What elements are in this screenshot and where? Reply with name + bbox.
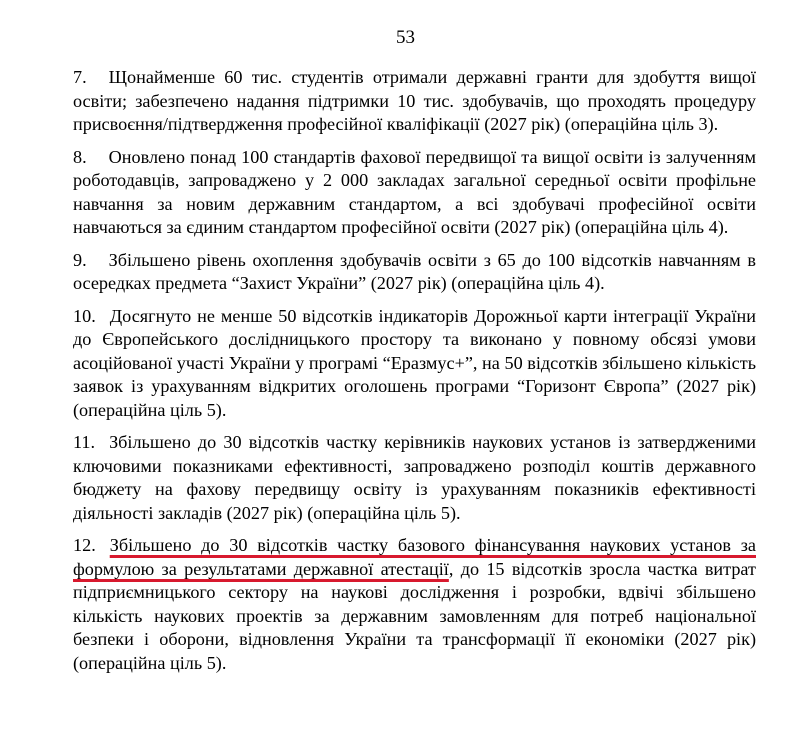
item-number: 9. — [73, 249, 87, 270]
item-text: Досягнуто не менше 50 відсотків індикаторів Дорожньої карти інтеграції України до Європейського дослідницького простору та виконано у повному обсязі умови асоційованої участі України у програмі “Еразмус+”, на 50 відсотків збільшено кількість заявок із урахуванням відкритих оголошень програми “Горизонт Європа” (2027 рік) (операційна ціль 5). — [73, 305, 756, 420]
document-body — [73, 66, 756, 684]
list-item-10 — [73, 305, 756, 423]
item-text: Збільшено рівень охоплення здобувачів освіти з 65 до 100 відсотків навчанням в осередках предмета “Захист України” (2027 рік) (операційна ціль 4). — [73, 249, 756, 293]
item-text: Щонайменше 60 тис. студентів отримали державні гранти для здобуття вищої освіти; забезпечено надання підтримки 10 тис. здобувачів, що проходять процедуру присвоєння/підтвердження професійної кваліфікації (2027 рік) (операційна ціль 3). — [73, 67, 756, 134]
item-text: Збільшено до 30 відсотків частку керівників наукових установ із затвердженими ключовими показниками ефективності, запроваджено розподіл коштів державного бюджету на фахову передвищу освіту із урахуванням показників ефективності діяльності закладів (2027 рік) (операційна ціль 5). — [73, 432, 756, 523]
item-number: 7. — [73, 67, 87, 87]
page-number: 53 — [396, 27, 415, 48]
list-item-7 — [73, 66, 756, 137]
item-number: 10. — [73, 305, 96, 326]
list-item-8 — [73, 146, 756, 240]
list-item-9 — [73, 249, 756, 296]
item-text: , до 15 відсотків зросла частка витрат підприємницького сектору на наукові дослідження і розробки, вдвічі збільшено кількість наукових проектів за державним замовленням для потреб національної безпеки і оборони, відновлення України та трансформації її економіки (2027 рік) (операційна ціль 5). — [73, 558, 756, 673]
highlighted-text: Збільшено до 30 відсотків частку базового фінансування наукових установ за формулою за результатами державної атестації — [73, 535, 756, 579]
item-number: 12. — [73, 535, 96, 555]
item-number: 8. — [73, 146, 87, 167]
list-item-11 — [73, 431, 756, 525]
item-number: 11. — [73, 432, 96, 452]
list-item-12 — [73, 534, 756, 675]
item-text: Оновлено понад 100 стандартів фахової передвищої та вищої освіти із залученням роботодавців, запроваджено у 2 000 закладах загальної середньої освіти профільне навчання за новим державним стандартом, а всі здобувачі професійної освіти навчаються за єдиним стандартом професійної освіти (2027 рік) (операційна ціль 4). — [73, 146, 756, 237]
